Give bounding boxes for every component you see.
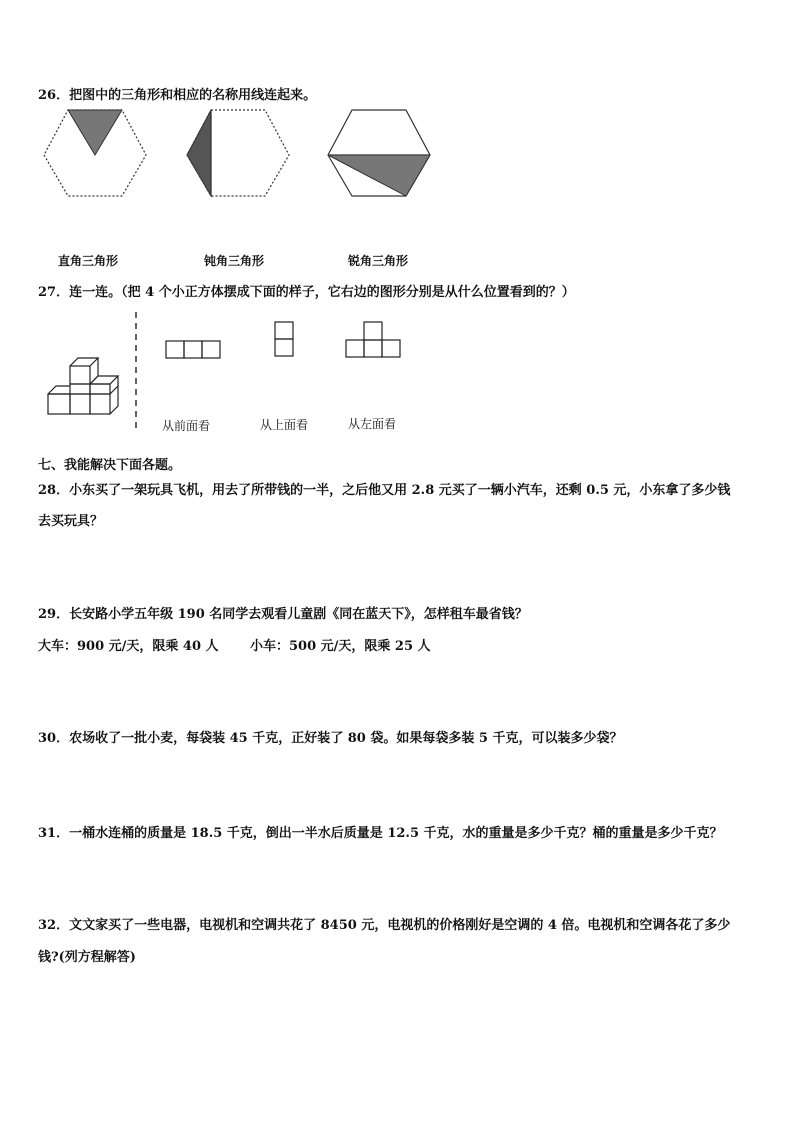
q26-title: 26．把图中的三角形和相应的名称用线连起来。 xyxy=(38,88,317,103)
view-figure-two-column xyxy=(274,321,296,359)
label-left-view: 从左面看 xyxy=(348,417,397,431)
q27-title: 27．连一连。（把 4 个小正方体摆成下面的样子，它右边的图形分别是从什么位置看到的？） xyxy=(38,285,575,300)
hexagon-figure-acute-triangle xyxy=(324,108,434,198)
label-acute-triangle: 锐角三角形 xyxy=(348,254,409,268)
q29-big-bus: 大车：900 元/天，限乘 40 人 xyxy=(38,639,219,654)
label-right-triangle: 直角三角形 xyxy=(58,254,119,268)
divider-dashed-line xyxy=(134,312,138,432)
q29-small-bus: 小车：500 元/天，限乘 25 人 xyxy=(250,639,431,654)
q32-line2: 钱?(列方程解答) xyxy=(38,950,136,965)
q28-line1: 28．小东买了一架玩具飞机，用去了所带钱的一半，之后他又用 2.8 元买了一辆小汽车，还剩 0.5 元，小东拿了多少钱 xyxy=(38,483,731,498)
hexagon-figure-right-triangle xyxy=(40,108,150,198)
q31-line1: 31．一桶水连桶的质量是 18.5 千克，倒出一半水后质量是 12.5 千克，水的重量是多少千克？桶的重量是多少千克？ xyxy=(38,826,723,841)
label-obtuse-triangle: 钝角三角形 xyxy=(204,254,265,268)
cube-stack-figure xyxy=(46,350,146,420)
q29-line1: 29．长安路小学五年级 190 名同学去观看儿童剧《同在蓝天下》，怎样租车最省钱？ xyxy=(38,607,528,622)
q30-line1: 30．农场收了一批小麦，每袋装 45 千克，正好装了 80 袋。如果每袋多装 5 千克，可以装多少袋？ xyxy=(38,731,623,746)
label-top-view: 从上面看 xyxy=(260,418,309,432)
view-figure-t-shape xyxy=(345,321,401,359)
hexagon-figure-obtuse-triangle xyxy=(183,108,293,198)
section-heading: 七、我能解决下面各题。 xyxy=(38,458,182,473)
label-front-view: 从前面看 xyxy=(162,419,211,433)
q32-line1: 32．文文家买了一些电器，电视机和空调共花了 8450 元，电视机的价格刚好是空调的 4 倍。电视机和空调各花了多少 xyxy=(38,918,731,933)
view-figure-three-row xyxy=(165,340,221,360)
q28-line2: 去买玩具？ xyxy=(38,514,104,529)
